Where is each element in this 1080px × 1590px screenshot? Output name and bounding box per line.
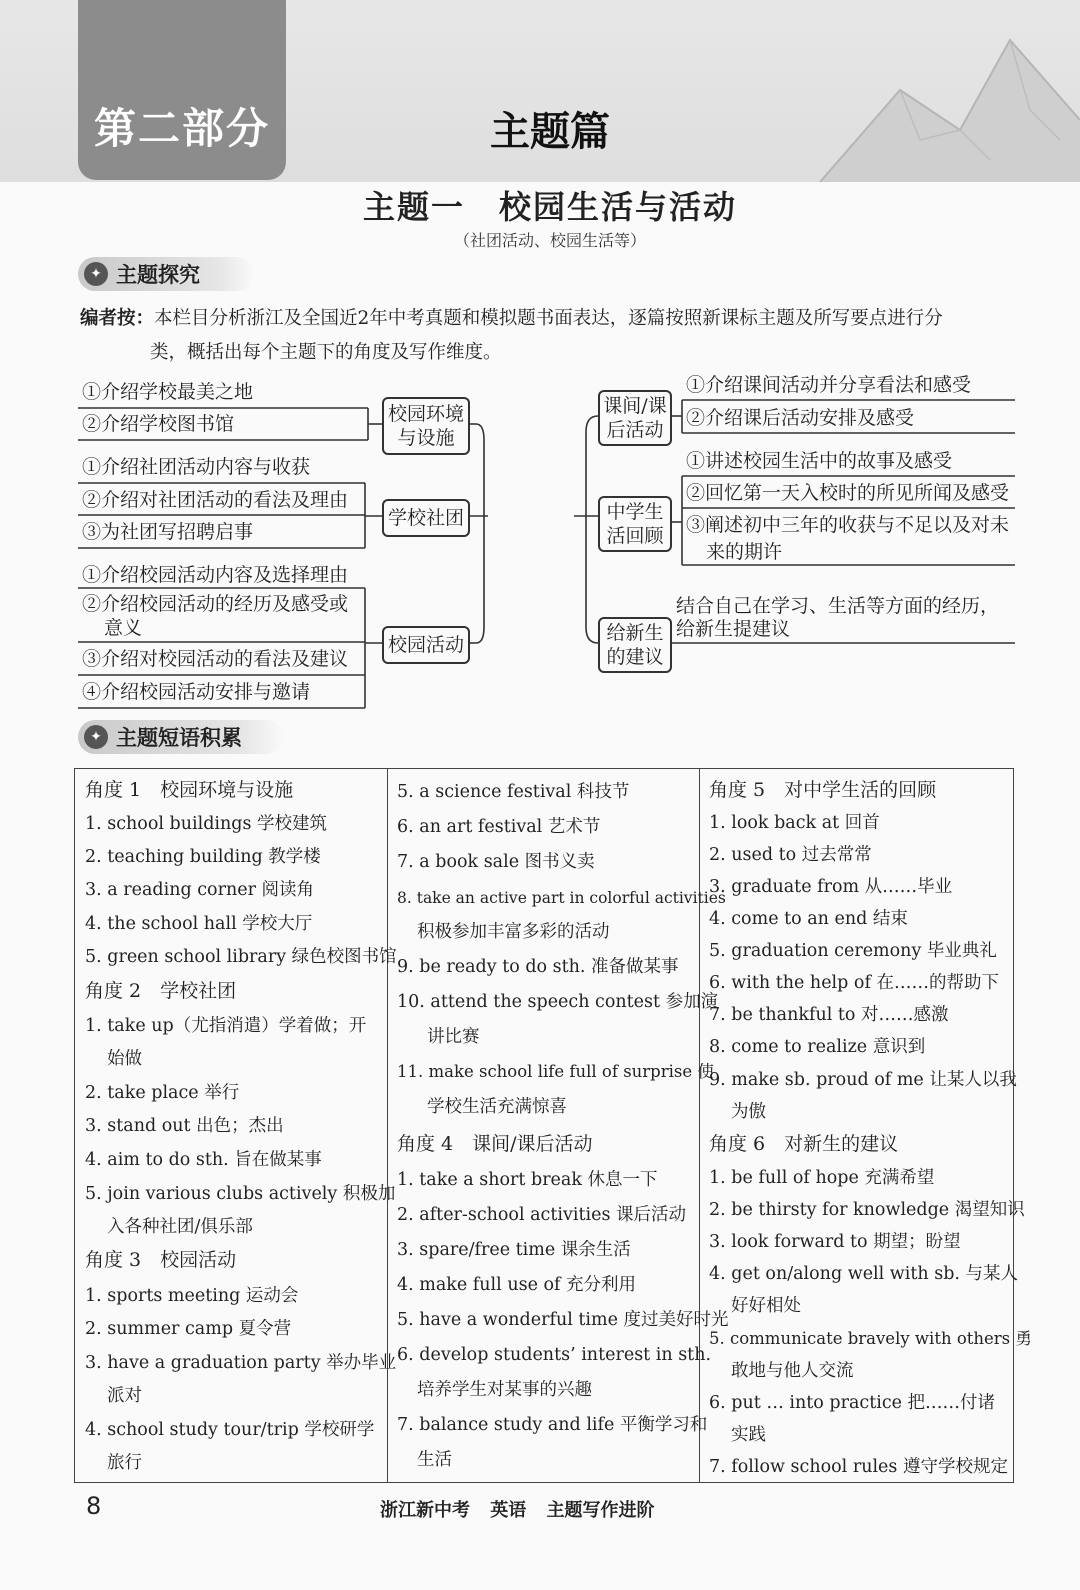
angle-heading: 角度 4 课间/课后活动 <box>397 1133 593 1155</box>
compass-icon: ✦ <box>84 262 108 286</box>
phrase-item: 1. look back at 回首 <box>709 813 880 833</box>
mindmap-leaf: ①讲述校园生活中的故事及感受 <box>686 450 953 472</box>
mindmap-node-break-activities: 课间/课后活动 <box>598 390 672 446</box>
mindmap-node-school-clubs: 学校社团 <box>382 499 470 537</box>
phrase-item: 7. balance study and life 平衡学习和 <box>397 1415 708 1435</box>
mindmap-leaf: ①介绍学校最美之地 <box>82 381 254 403</box>
phrase-item: 2. be thirsty for knowledge 渴望知识 <box>709 1200 1025 1220</box>
phrase-item: 9. make sb. proud of me 让某人以我 <box>709 1070 1017 1090</box>
phrase-item-cont: 实践 <box>731 1425 766 1445</box>
mindmap-node-campus-environment: 校园环境与设施 <box>382 397 470 455</box>
part-label: 第二部分 <box>93 104 270 153</box>
angle-heading: 角度 2 学校社团 <box>85 980 237 1002</box>
phrase-item: 3. graduate from 从……毕业 <box>709 877 953 897</box>
mindmap-leaf: ①介绍课间活动并分享看法和感受 <box>686 374 972 396</box>
phrase-item: 4. school study tour/trip 学校研学 <box>85 1420 375 1440</box>
mindmap-leaf: ①介绍校园活动内容及选择理由 <box>82 564 349 586</box>
phrase-item: 4. come to an end 结束 <box>709 909 908 929</box>
phrase-item: 7. be thankful to 对……感激 <box>709 1005 949 1025</box>
phrase-item: 6. an art festival 艺术节 <box>397 817 601 837</box>
phrase-item: 3. a reading corner 阅读角 <box>85 880 315 900</box>
editor-note-label: 编者按： <box>80 308 155 329</box>
phrase-item-cont: 积极参加丰富多彩的活动 <box>417 922 610 942</box>
mindmap-leaf: 结合自己在学习、生活等方面的经历， <box>676 595 1000 617</box>
phrase-column-1 <box>85 769 397 1482</box>
angle-heading: 角度 5 对中学生活的回顾 <box>709 779 937 801</box>
mindmap-node-campus-activities: 校园活动 <box>382 626 470 664</box>
phrase-item: 3. spare/free time 课余生活 <box>397 1240 631 1260</box>
phrase-item-cont: 好好相处 <box>731 1296 801 1316</box>
phrase-item: 11. make school life full of surprise 使 <box>397 1062 714 1081</box>
phrase-item: 6. put … into practice 把……付诸 <box>709 1393 996 1413</box>
phrase-item: 5. have a wonderful time 度过美好时光 <box>397 1310 729 1330</box>
phrase-item: 4. get on/along well with sb. 与某人 <box>709 1264 1019 1284</box>
phrase-item: 4. the school hall 学校大厅 <box>85 914 313 934</box>
mindmap-leaf: 给新生提建议 <box>676 618 791 640</box>
phrase-item: 2. summer camp 夏令营 <box>85 1319 292 1339</box>
phrase-item-cont: 培养学生对某事的兴趣 <box>417 1380 592 1400</box>
phrase-item: 2. teaching building 教学楼 <box>85 847 321 867</box>
phrase-item: 8. come to realize 意识到 <box>709 1037 926 1057</box>
phrase-item: 1. take a short break 休息一下 <box>397 1170 658 1190</box>
phrase-item: 5. green school library 绿色校图书馆 <box>85 947 397 967</box>
phrase-table <box>74 768 1032 1483</box>
phrase-item: 2. take place 举行 <box>85 1083 240 1103</box>
phrase-item: 7. a book sale 图书义卖 <box>397 852 595 872</box>
phrase-item: 3. look forward to 期望；盼望 <box>709 1232 961 1252</box>
topic-subtitle: （社团活动、校园生活等） <box>453 231 646 250</box>
phrase-column-3 <box>709 769 1032 1482</box>
book-title: 浙江新中考 英语 主题写作进阶 <box>380 1500 655 1521</box>
phrase-item: 2. used to 过去常常 <box>709 845 872 865</box>
phrase-item-cont: 学校生活充满惊喜 <box>427 1097 567 1117</box>
phrase-item-cont: 生活 <box>417 1450 452 1470</box>
angle-heading: 角度 1 校园环境与设施 <box>85 779 294 801</box>
mindmap-leaf: ②介绍校园活动的经历及感受或 <box>82 593 349 615</box>
mindmap-leaf: ②回忆第一天入校时的所见所闻及感受 <box>686 482 1010 504</box>
phrase-item: 1. school buildings 学校建筑 <box>85 814 328 834</box>
mindmap-node-advice-new-students: 给新生的建议 <box>598 617 672 673</box>
phrase-item-cont: 为傲 <box>731 1102 766 1122</box>
phrase-item: 9. be ready to do sth. 准备做某事 <box>397 957 679 977</box>
phrase-item: 5. a science festival 科技节 <box>397 782 630 802</box>
section-heading-explore-label: 主题探究 <box>116 263 200 287</box>
phrase-item: 6. with the help of 在……的帮助下 <box>709 973 999 993</box>
phrase-item-cont: 讲比赛 <box>427 1027 480 1047</box>
page-number: 8 <box>86 1492 102 1520</box>
topic-title: 主题一 校园生活与活动 <box>362 188 737 226</box>
angle-heading: 角度 6 对新生的建议 <box>709 1133 899 1155</box>
column-divider <box>699 769 700 1482</box>
phrase-item: 8. take an active part in colorful activities <box>397 889 726 907</box>
mindmap-leaf: ②介绍课后活动安排及感受 <box>686 407 915 429</box>
mindmap-leaf: ③阐述初中三年的收获与不足以及对未 <box>686 514 1010 536</box>
phrase-item-cont: 敢地与他人交流 <box>731 1361 854 1381</box>
angle-heading: 角度 3 校园活动 <box>85 1249 237 1271</box>
phrase-item: 4. make full use of 充分利用 <box>397 1275 637 1295</box>
phrase-item: 1. take up（尤指消遣）学着做；开 <box>85 1016 367 1036</box>
mindmap-leaf: ③为社团写招聘启事 <box>82 521 254 543</box>
phrase-item: 10. attend the speech contest 参加演 <box>397 992 719 1012</box>
phrase-item: 1. be full of hope 充满希望 <box>709 1168 935 1188</box>
phrase-item-cont: 始做 <box>107 1049 142 1069</box>
mindmap-node-school-life-review: 中学生活回顾 <box>598 496 672 552</box>
compass-icon: ✦ <box>84 725 108 749</box>
phrase-item-cont: 入各种社团/俱乐部 <box>107 1217 253 1237</box>
editor-note-line1: 本栏目分析浙江及全国近2年中考真题和模拟题书面表达，逐篇按照新课标主题及所写要点进行分 <box>154 308 943 329</box>
phrase-item: 1. sports meeting 运动会 <box>85 1286 299 1306</box>
mindmap-leaf: 意义 <box>104 617 143 639</box>
phrase-item: 2. after-school activities 课后活动 <box>397 1205 686 1225</box>
mindmap-leaf: 来的期许 <box>706 541 783 563</box>
mindmap-leaf: ④介绍校园活动安排与邀请 <box>82 681 311 703</box>
phrase-item-cont: 派对 <box>107 1386 142 1406</box>
section-heading-phrases-label: 主题短语积累 <box>116 726 242 750</box>
editor-note-line2: 类，概括出每个主题下的角度及写作维度。 <box>150 342 502 363</box>
phrase-item: 5. graduation ceremony 毕业典礼 <box>709 941 997 961</box>
phrase-item: 5. communicate bravely with others 勇 <box>709 1329 1032 1348</box>
phrase-item-cont: 旅行 <box>107 1453 142 1473</box>
phrase-item: 7. follow school rules 遵守学校规定 <box>709 1457 1008 1477</box>
phrase-item: 3. have a graduation party 举办毕业 <box>85 1353 397 1373</box>
mindmap-leaf: ③介绍对校园活动的看法及建议 <box>82 648 349 670</box>
phrase-item: 3. stand out 出色；杰出 <box>85 1116 284 1136</box>
page-title: 主题篇 <box>490 109 610 155</box>
phrase-column-2 <box>397 769 729 1482</box>
mindmap-leaf: ②介绍学校图书馆 <box>82 413 235 435</box>
mindmap-leaf: ②介绍对社团活动的看法及理由 <box>82 489 349 511</box>
section-heading-phrases <box>78 720 284 754</box>
phrase-item: 5. join various clubs actively 积极加 <box>85 1184 396 1204</box>
mindmap-leaf: ①介绍社团活动内容与收获 <box>82 456 311 478</box>
phrase-item: 6. develop students’ interest in sth. <box>397 1345 712 1365</box>
phrase-item: 4. aim to do sth. 旨在做某事 <box>85 1150 322 1170</box>
